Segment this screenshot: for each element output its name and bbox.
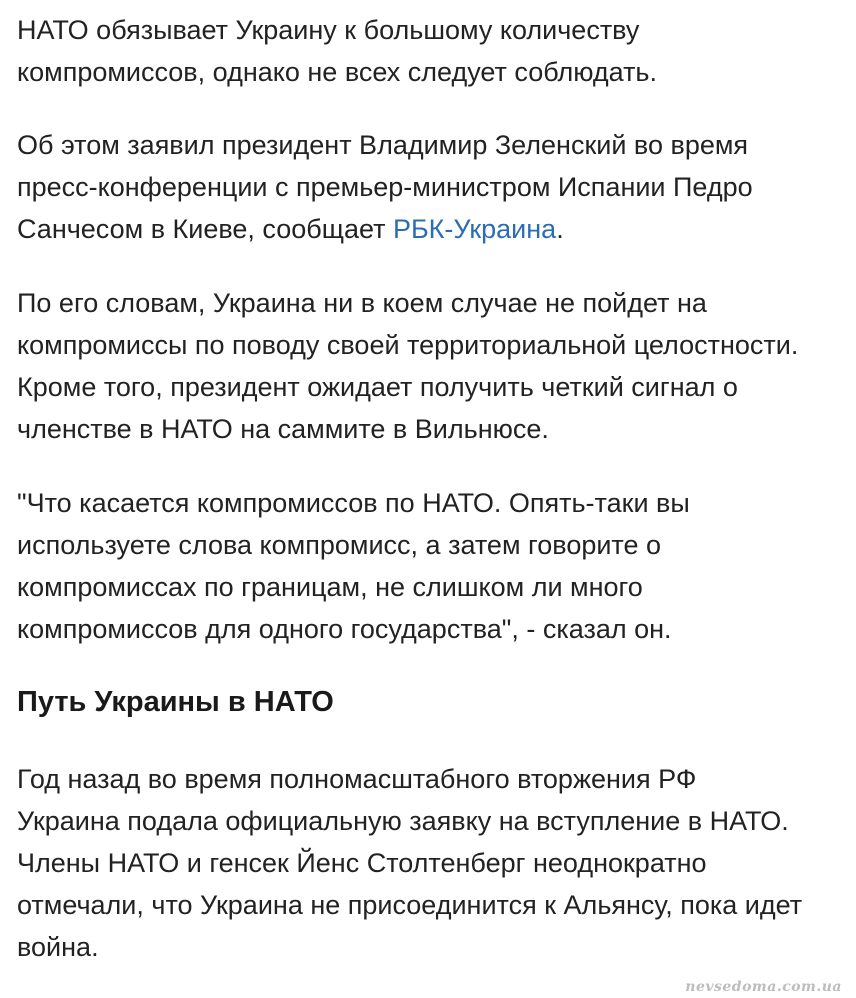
- paragraph-lead: НАТО обязывает Украину к большому количеству компромиссов, однако не всех следует соблюдать.: [17, 15, 657, 87]
- paragraph-quote: "Что касается компромиссов по НАТО. Опять-таки вы используете слова компромисс, а затем говорите о компромиссах по границам, не слишком ли много компромиссов для одного государства", - сказал он.: [17, 488, 690, 644]
- paragraph-nato-path: Год назад во время полномасштабного вторжения РФ Украина подала официальную заявку на вступление в НАТО. Члены НАТО и генсек Йенс Столтенберг неоднократно отмечали, что Украина не присоединится к Альянсу, пока идет война.: [17, 764, 803, 962]
- paragraph-source-end: .: [556, 214, 564, 244]
- paragraph-source-text: Об этом заявил президент Владимир Зеленский во время пресс-конференции с премьер-министром Испании Педро Санчесом в Киеве, сообщает: [17, 130, 753, 244]
- source-link-rbk[interactable]: РБК-Украина: [392, 214, 557, 244]
- site-watermark: nevsedoma.com.ua: [685, 979, 842, 995]
- paragraph-source: [17, 124, 753, 250]
- paragraph-territory: По его словам, Украина ни в коем случае не пойдет на компромиссы по поводу своей территориальной целостности. Кроме того, президент ожидает получить четкий сигнал о членстве в НАТО на саммите в Вильнюсе.: [17, 288, 799, 444]
- section-heading: Путь Украины в НАТО: [17, 686, 334, 718]
